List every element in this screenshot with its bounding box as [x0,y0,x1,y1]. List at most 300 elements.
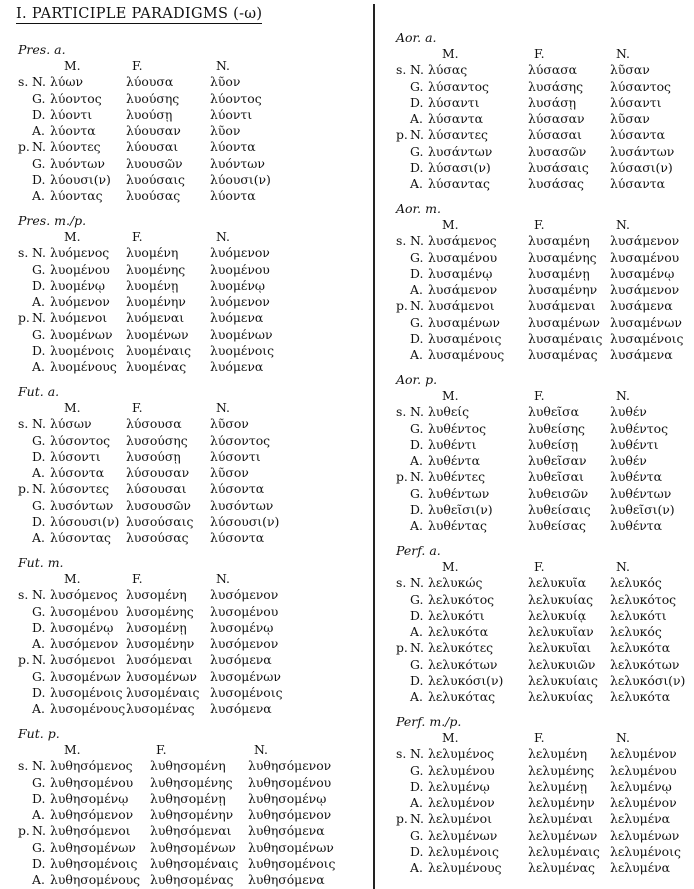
case-label: A. [32,636,45,652]
form-neut: λῦον [210,74,241,90]
form-neut: λελυκός [610,575,662,591]
number-label [396,437,410,453]
form-fem: λελυμέναι [528,811,593,827]
form-fem: λυσαμένας [528,347,598,363]
form-masc: λελυκόσι(ν) [428,673,504,689]
form-masc: λυομένου [50,261,110,277]
form-fem: λυθεισῶν [528,485,589,501]
form-fem: λυούσης [126,90,180,106]
paradigm-row-pl-nom [18,652,300,668]
form-masc: λυομένων [50,326,113,342]
form-fem: λυσαμένην [528,282,598,298]
case-label: A. [410,111,423,127]
form-neut: λυσομένοις [210,685,283,701]
form-neut: λυόμενον [210,245,270,261]
form-masc: λύσοντι [50,448,101,464]
paradigm-row-sg-dat [18,791,352,807]
paradigm-row-sg-nom [396,746,694,762]
paradigm-row-sg-nom [18,74,300,90]
form-masc: λύσαντα [428,111,483,127]
form-fem: λυσασῶν [528,143,587,159]
form-fem: λυσούσας [126,530,189,546]
gender-header-fem: F. [132,400,143,415]
number-label: p. [18,823,30,839]
form-masc: λυσαμένου [428,249,498,265]
number-label [396,160,410,176]
paradigm-row-sg-dat [18,278,300,294]
number-label [396,592,410,608]
paradigm-row-pl-gen [396,144,694,160]
paradigm-row-pl-dat [18,856,352,872]
number-label [18,343,32,359]
paradigm-row-pl-gen [396,315,694,331]
form-masc: λυσόμενον [50,636,119,652]
gender-header-row [396,46,694,62]
case-label: A. [410,453,423,469]
form-neut: λυθέντα [610,518,663,534]
form-fem: λελυμέναις [528,844,600,860]
form-masc: λυσαμένων [428,314,500,330]
form-fem: λυούσαις [126,172,186,188]
number-label: p. [18,652,30,668]
form-fem: λελυμένας [528,860,595,876]
number-label [18,156,32,172]
form-neut: λυσόντων [210,497,274,513]
paradigm-row-sg-dat [18,620,300,636]
number-label: s. [18,245,29,261]
number-label: s. [396,233,407,249]
form-fem: λυσομένῃ [126,619,187,635]
number-label [396,453,410,469]
paradigm-fut-p [18,726,352,889]
number-label [18,498,32,514]
form-neut: λῦον [210,123,241,139]
case-label: A. [32,188,45,204]
form-masc: λύσοντες [50,481,110,497]
form-masc: λυθησόμενοι [50,823,131,839]
number-label [18,327,32,343]
paradigm-row-pl-acc [18,188,300,204]
paradigm-row-pl-nom [18,823,352,839]
form-masc: λυθέντες [428,469,486,485]
case-label: A. [32,701,45,717]
number-label [18,685,32,701]
number-label [396,315,410,331]
case-label: N. [410,640,424,656]
number-label: s. [18,758,29,774]
number-label: p. [396,469,408,485]
number-label [18,872,32,888]
paradigm-row-pl-gen [396,486,694,502]
case-label: N. [410,746,424,762]
number-label [18,172,32,188]
form-neut: λυόμενα [210,310,264,326]
form-masc: λύσοντος [50,432,111,448]
form-neut: λυομένοις [210,343,275,359]
case-label: D. [32,856,46,872]
form-masc: λύσαντος [428,78,489,94]
gender-header-masc: M. [64,58,81,73]
paradigm-row-pl-dat [396,160,694,176]
gender-header-row [18,229,300,245]
form-fem: λυσούσης [126,432,188,448]
form-masc: λυθέντας [428,518,487,534]
form-neut: λύσαντα [610,176,665,192]
paradigm-label: Pres. a. [18,42,66,57]
gender-header-fem: F. [534,730,545,745]
paradigm-row-pl-acc [18,872,352,888]
paradigm-label: Aor. p. [396,372,438,387]
form-masc: λύσασι(ν) [428,160,491,176]
paradigm-row-pl-nom [18,481,300,497]
paradigm-row-sg-gen [396,421,694,437]
paradigm-row-pl-acc [396,689,694,705]
paradigm-row-sg-gen [18,433,300,449]
gender-header-fem: F. [132,58,143,73]
paradigm-row-pl-gen [18,840,352,856]
form-masc: λυθησόμενος [50,758,133,774]
form-fem: λυθησομένῃ [150,790,226,806]
paradigm-label: Aor. a. [396,30,437,45]
paradigm-row-pl-acc [18,530,300,546]
form-masc: λύσαντι [428,94,480,110]
form-masc: λυομένῳ [50,277,105,293]
paradigm-row-sg-gen [396,79,694,95]
form-neut: λελυμένων [610,827,680,843]
form-fem: λυθεῖσαν [528,453,587,469]
form-masc: λυσάντων [428,143,493,159]
form-masc: λυσαμένους [428,347,505,363]
gender-header-fem: F. [156,742,167,757]
case-label: N. [32,587,46,603]
number-label [396,421,410,437]
gender-header-row [396,217,694,233]
number-label [18,188,32,204]
form-masc: λελυμένοι [428,811,492,827]
case-label: G. [32,774,46,790]
number-label: s. [18,587,29,603]
number-label [18,620,32,636]
form-fem: λύσασα [528,62,578,78]
form-masc: λύσας [428,62,468,78]
case-label: N. [410,575,424,591]
form-neut: λυσάμενα [610,298,673,314]
form-fem: λυθησομένων [150,839,236,855]
case-label: G. [410,762,424,778]
form-masc: λυόμενος [50,245,110,261]
form-fem: λυομένων [126,326,189,342]
number-label [18,449,32,465]
form-neut: λύοντος [210,90,262,106]
form-fem: λύουσαι [126,139,179,155]
form-fem: λελυκυῖα [528,575,587,591]
gender-header-masc: M. [64,571,81,586]
paradigm-pres-m-p [18,213,300,376]
case-label: D. [32,514,46,530]
form-masc: λύοντας [50,188,103,204]
form-fem: λυσούσῃ [126,448,181,464]
number-label [396,486,410,502]
gender-header-row [396,559,694,575]
form-masc: λυόντων [50,155,105,171]
paradigm-row-pl-gen [18,498,300,514]
number-label [396,95,410,111]
paradigm-row-pl-nom [396,811,694,827]
form-neut: λυσάμενον [610,282,680,298]
case-label: D. [410,673,424,689]
case-label: A. [32,294,45,310]
number-label [396,689,410,705]
form-fem: λύσασαι [528,127,582,143]
form-masc: λύσοντας [50,530,111,546]
form-neut: λυθησόμενον [248,758,332,774]
form-fem: λυσαμένων [528,314,600,330]
gender-header-neut: N. [216,58,230,73]
form-neut: λυσαμένῳ [610,265,675,281]
paradigm-row-pl-acc [396,347,694,363]
number-label: p. [396,811,408,827]
form-masc: λύσαντες [428,127,488,143]
form-neut: λυθησόμενον [248,807,332,823]
case-label: N. [410,298,424,314]
paradigm-row-sg-acc [18,465,300,481]
form-fem: λελυκυίας [528,591,594,607]
gender-header-fem: F. [534,559,545,574]
paradigm-row-sg-nom [396,404,694,420]
paradigm-row-sg-gen [18,91,300,107]
gender-header-row [18,400,300,416]
form-fem: λυσομένας [126,701,195,717]
form-masc: λυθησομένοις [50,856,138,872]
paradigm-label: Perf. a. [396,543,441,558]
case-label: G. [32,432,46,448]
number-label [396,79,410,95]
paradigm-row-pl-nom [18,310,300,326]
case-label: D. [410,94,424,110]
form-fem: λυσομένων [126,668,197,684]
form-masc: λυσαμένοις [428,331,502,347]
form-masc: λυσομένων [50,668,121,684]
form-fem: λυσαμέναις [528,331,603,347]
case-label: N. [32,310,46,326]
case-label: G. [32,497,46,513]
case-label: D. [32,172,46,188]
case-label: N. [32,416,46,432]
paradigm-row-sg-nom [18,587,300,603]
form-neut: λυσάμενον [610,233,680,249]
form-neut: λυσόμενα [210,701,272,717]
case-label: N. [410,404,424,420]
paradigm-row-sg-nom [18,245,300,261]
form-neut: λελυμένα [610,860,671,876]
paradigm-row-sg-gen [18,604,300,620]
number-label: p. [18,310,30,326]
case-label: G. [410,591,424,607]
paradigm-row-sg-gen [18,775,352,791]
form-masc: λυσομένου [50,603,119,619]
paradigm-pres-a [18,42,300,205]
form-fem: λυσούσαις [126,514,194,530]
form-neut: λυθεῖσι(ν) [610,502,675,518]
form-masc: λελυμένων [428,827,498,843]
form-neut: λυσαμένοις [610,331,684,347]
paradigm-row-pl-dat [18,685,300,701]
gender-header-fem: F. [534,388,545,403]
case-label: A. [410,795,423,811]
case-label: A. [410,282,423,298]
case-label: N. [32,823,46,839]
number-label: s. [396,404,407,420]
form-masc: λυθησομένου [50,774,134,790]
form-neut: λύσαντι [610,94,662,110]
column-divider [373,4,375,889]
case-label: G. [410,143,424,159]
form-masc: λυσομένους [50,701,126,717]
case-label: N. [32,74,46,90]
gender-header-row [18,742,352,758]
case-label: G. [32,603,46,619]
case-label: D. [32,448,46,464]
gender-header-neut: N. [254,742,268,757]
form-neut: λελυμένα [610,811,671,827]
form-masc: λυσάμενον [428,282,498,298]
form-fem: λυθησομένη [150,758,226,774]
paradigm-row-pl-nom [18,139,300,155]
form-neut: λυσαμένων [610,314,682,330]
form-masc: λελυκότι [428,607,485,623]
paradigm-row-sg-dat [18,449,300,465]
number-label: p. [18,481,30,497]
paradigm-row-pl-nom [396,640,694,656]
form-neut: λελυκότων [610,656,680,672]
form-neut: λυθησόμενα [248,823,325,839]
form-neut: λῦσον [210,465,249,481]
number-label: s. [18,416,29,432]
number-label [396,331,410,347]
form-neut: λυομένων [210,326,273,342]
form-neut: λυσάμενα [610,347,673,363]
gender-header-fem: F. [132,571,143,586]
paradigm-aor-m [396,201,694,364]
case-label: N. [32,758,46,774]
form-neut: λύσοντος [210,432,271,448]
form-neut: λυόντων [210,155,265,171]
gender-header-neut: N. [616,559,630,574]
form-fem: λυθησομένης [150,774,233,790]
number-label: p. [396,127,408,143]
paradigm-row-pl-acc [18,701,300,717]
form-fem: λελυκυίᾳ [528,607,587,623]
number-label: p. [396,640,408,656]
paradigm-row-pl-gen [18,669,300,685]
form-fem: λυσόμεναι [126,652,193,668]
form-fem: λύουσαν [126,123,181,139]
case-label: G. [410,827,424,843]
form-masc: λελυμένου [428,762,495,778]
form-masc: λυομένους [50,359,117,375]
case-label: A. [32,530,45,546]
form-masc: λυομένοις [50,343,115,359]
case-label: G. [32,261,46,277]
case-label: D. [410,160,424,176]
form-masc: λύοντες [50,139,101,155]
form-masc: λυθεῖσι(ν) [428,502,493,518]
paradigm-row-sg-acc [18,294,300,310]
number-label [396,624,410,640]
form-masc: λελυμένοις [428,844,499,860]
number-label [18,775,32,791]
form-fem: λυομένῃ [126,277,179,293]
form-masc: λυσομένῳ [50,619,114,635]
form-masc: λυθέντων [428,485,490,501]
case-label: D. [410,844,424,860]
form-fem: λυθείσας [528,518,586,534]
case-label: G. [410,656,424,672]
form-neut: λῦσαν [610,111,650,127]
paradigm-perf-a [396,543,694,706]
paradigm-aor-p [396,372,694,535]
form-fem: λελυμένων [528,827,598,843]
paradigm-row-sg-acc [396,111,694,127]
form-neut: λύοντα [210,188,256,204]
form-neut: λελυμένον [610,746,677,762]
paradigm-row-sg-acc [18,123,300,139]
form-fem: λυόμεναι [126,310,185,326]
case-label: A. [410,176,423,192]
form-fem: λύουσα [126,74,174,90]
number-label [18,262,32,278]
number-label [396,250,410,266]
gender-header-neut: N. [216,400,230,415]
gender-header-masc: M. [64,400,81,415]
case-label: G. [32,839,46,855]
form-neut: λυσόμενα [210,652,272,668]
paradigm-row-sg-nom [18,758,352,774]
form-neut: λῦσαν [610,62,650,78]
form-masc: λελυκώς [428,575,483,591]
form-masc: λελυμένῳ [428,778,490,794]
number-label [18,294,32,310]
number-label [396,763,410,779]
form-fem: λυομένη [126,245,179,261]
gender-header-fem: F. [534,217,545,232]
form-fem: λυσουσῶν [126,497,191,513]
gender-header-masc: M. [64,229,81,244]
number-label: s. [18,74,29,90]
form-fem: λυθείσης [528,420,585,436]
paradigm-row-sg-dat [396,608,694,624]
paradigm-row-sg-gen [18,262,300,278]
paradigm-fut-a [18,384,300,547]
number-label [18,91,32,107]
form-neut: λελυκότι [610,607,667,623]
case-label: D. [410,436,424,452]
paradigm-label: Perf. m./p. [396,714,462,729]
form-neut: λελυκός [610,624,662,640]
form-masc: λυσάμενος [428,233,497,249]
number-label [18,359,32,375]
paradigm-row-pl-nom [396,127,694,143]
form-neut: λύουσι(ν) [210,172,271,188]
form-neut: λυθησόμενα [248,872,325,888]
form-neut: λελυμένον [610,795,677,811]
paradigm-row-sg-dat [18,107,300,123]
gender-header-masc: M. [442,217,459,232]
paradigm-fut-m [18,555,300,718]
number-label [396,266,410,282]
form-masc: λυόμενοι [50,310,108,326]
form-masc: λυσόντων [50,497,114,513]
